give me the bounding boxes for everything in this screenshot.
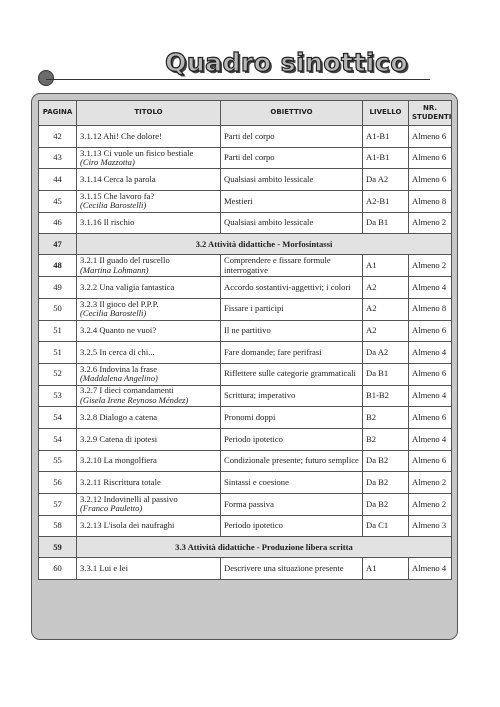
objective-cell: Periodo ipotetico: [221, 515, 363, 537]
page-number: 60: [39, 558, 77, 580]
level-cell: Da B2: [363, 494, 409, 516]
objective-cell: Sintassi e coesione: [221, 472, 363, 494]
table-row: [39, 342, 452, 364]
level-cell: Da B2: [363, 472, 409, 494]
table-row: [39, 363, 452, 385]
activity-author: (Gisela Irene Reynoso Méndez): [80, 394, 189, 405]
activity-title-cell: [77, 320, 221, 342]
table-row: [39, 212, 452, 234]
page-number: 46: [39, 212, 77, 234]
page-number: 51: [39, 320, 77, 342]
students-cell: Almeno 6: [409, 126, 452, 148]
objective-cell: Qualsiasi ambito lessicale: [221, 212, 363, 234]
header-livello: LIVELLO: [363, 101, 409, 126]
activity-title-cell: [77, 169, 221, 191]
activity-title: 3.2.5 In cerca di chi...: [80, 346, 155, 357]
objective-cell: Parti del corpo: [221, 126, 363, 148]
page-number: 47: [39, 234, 77, 255]
table-row: [39, 255, 452, 277]
activity-author: (Franco Pauletto): [80, 503, 143, 514]
level-cell: A2: [363, 298, 409, 320]
level-cell: Da B2: [363, 450, 409, 472]
activity-title: 3.1.15 Che lavoro fa?: [80, 190, 155, 201]
objective-cell: Forma passiva: [221, 494, 363, 516]
level-cell: Da B1: [363, 212, 409, 234]
activity-author: (Maddalena Angelino): [80, 373, 158, 384]
table-row: [39, 450, 452, 472]
activity-title: 3.2.6 Indovina la frase: [80, 363, 158, 374]
table-row: [39, 298, 452, 320]
header-studenti: [409, 101, 452, 126]
level-cell: Da A2: [363, 169, 409, 191]
objective-cell: Parti del corpo: [221, 147, 363, 169]
activity-title: 3.1.14 Cerca la parola: [80, 173, 156, 184]
activity-title: 3.2.1 Il guado del ruscello: [80, 255, 170, 266]
objective-cell: Qualsiasi ambito lessicale: [221, 169, 363, 191]
page-number: 50: [39, 298, 77, 320]
page-number: 54: [39, 428, 77, 450]
level-cell: B1-B2: [363, 385, 409, 407]
table-row: [39, 558, 452, 580]
level-cell: A1: [363, 558, 409, 580]
students-cell: Almeno 2: [409, 472, 452, 494]
activity-title-cell: [77, 126, 221, 148]
level-cell: A1-B1: [363, 126, 409, 148]
activity-title-cell: [77, 342, 221, 364]
objective-cell: Condizionale presente; futuro semplice: [221, 450, 363, 472]
activity-title: 3.1.16 Il rischio: [80, 217, 135, 228]
activity-title: 3.1.12 Ahi! Che dolore!: [80, 130, 162, 141]
students-cell: Almeno 4: [409, 277, 452, 299]
table-row: [39, 277, 452, 299]
table-row: [39, 147, 452, 169]
students-cell: Almeno 6: [409, 169, 452, 191]
section-row: [39, 537, 452, 558]
level-cell: A2: [363, 320, 409, 342]
header-obiettivo: OBIETTIVO: [221, 101, 363, 126]
level-cell: A1: [363, 255, 409, 277]
students-cell: Almeno 2: [409, 255, 452, 277]
header-studenti-line1: NR.: [422, 103, 438, 112]
objective-cell: Mestieri: [221, 191, 363, 213]
activity-title: 3.2.9 Catena di ipotesi: [80, 433, 158, 444]
table-row: [39, 126, 452, 148]
page-number: 51: [39, 342, 77, 364]
activity-author: (Ciro Mazzotta): [80, 157, 135, 168]
page-number: 45: [39, 191, 77, 213]
objective-cell: Descrivere una situazione presente: [221, 558, 363, 580]
activity-title-cell: [77, 407, 221, 429]
objective-cell: Fissare i participi: [221, 298, 363, 320]
page-number: 56: [39, 472, 77, 494]
objective-cell: Fare domande; fare perifrasi: [221, 342, 363, 364]
objective-cell: Scrittura; imperativo: [221, 385, 363, 407]
objective-cell: Pronomi doppi: [221, 407, 363, 429]
activity-title: 3.2.13 L'isola dei naufraghi: [80, 520, 175, 531]
activity-title-cell: [77, 298, 221, 320]
activity-title: 3.2.12 Indovinelli al passivo: [80, 493, 178, 504]
students-cell: Almeno 8: [409, 298, 452, 320]
page-number: 53: [39, 385, 77, 407]
activity-title: 3.2.4 Quanto ne vuoi?: [80, 325, 157, 336]
title-area: [0, 0, 500, 100]
students-cell: Almeno 4: [409, 342, 452, 364]
activity-title: 3.2.8 Dialogo a catena: [80, 411, 158, 422]
page-number: 58: [39, 515, 77, 537]
students-cell: Almeno 3: [409, 515, 452, 537]
activity-title-cell: [77, 363, 221, 385]
objective-cell: Riflettere sulle categorie grammaticali: [221, 363, 363, 385]
header-studenti-line2: STUDENTI: [412, 113, 452, 121]
page-number: 54: [39, 407, 77, 429]
table-row: [39, 385, 452, 407]
students-cell: Almeno 6: [409, 450, 452, 472]
page-number: 49: [39, 277, 77, 299]
section-title: 3.3 Attività didattiche - Produzione libera scritta: [77, 537, 452, 558]
students-cell: Almeno 4: [409, 385, 452, 407]
page-number: 59: [39, 537, 77, 558]
activity-title: 3.2.11 Riscrittura totale: [80, 476, 161, 487]
level-cell: Da A2: [363, 342, 409, 364]
students-cell: Almeno 2: [409, 494, 452, 516]
activity-title-cell: [77, 255, 221, 277]
activity-title-cell: [77, 191, 221, 213]
students-cell: Almeno 4: [409, 558, 452, 580]
level-cell: A1-B1: [363, 147, 409, 169]
page-number: 52: [39, 363, 77, 385]
level-cell: B2: [363, 407, 409, 429]
objective-cell: Il ne partitivo: [221, 320, 363, 342]
activity-author: (Cecilia Barostelli): [80, 200, 147, 211]
activity-title: 3.3.1 Lui e lei: [80, 562, 128, 573]
section-row: [39, 234, 452, 255]
activity-title-cell: [77, 147, 221, 169]
level-cell: Da B1: [363, 363, 409, 385]
activity-title: 3.1.13 Ci vuole un fisico bestiale: [80, 147, 194, 158]
level-cell: A2: [363, 277, 409, 299]
table-row: [39, 169, 452, 191]
page-number: 55: [39, 450, 77, 472]
level-cell: B2: [363, 428, 409, 450]
activity-title: 3.2.2 Una valigia fantastica: [80, 281, 175, 292]
page-number: 44: [39, 169, 77, 191]
table-row: [39, 515, 452, 537]
activity-title-cell: [77, 277, 221, 299]
activity-title: 3.2.10 La mongolfiera: [80, 455, 157, 466]
activity-author: (Cecilia Barostelli): [80, 308, 147, 319]
activity-title-cell: [77, 515, 221, 537]
page-number: 42: [39, 126, 77, 148]
header-titolo: TITOLO: [77, 101, 221, 126]
title-rule: [46, 79, 430, 80]
table-row: [39, 472, 452, 494]
students-cell: Almeno 8: [409, 191, 452, 213]
students-cell: Almeno 2: [409, 212, 452, 234]
title-bullet: [38, 70, 54, 86]
students-cell: Almeno 4: [409, 428, 452, 450]
activity-title-cell: [77, 212, 221, 234]
activity-title-cell: [77, 558, 221, 580]
students-cell: Almeno 6: [409, 407, 452, 429]
page-number: 43: [39, 147, 77, 169]
section-title: 3.2 Attività didattiche - Morfosintassi: [77, 234, 452, 255]
table-row: [39, 428, 452, 450]
table-row: [39, 407, 452, 429]
page-number: 48: [39, 255, 77, 277]
objective-cell: Periodo ipotetico: [221, 428, 363, 450]
page-title: Quadro sinottico: [165, 48, 408, 77]
header-pagina: PAGINA: [39, 101, 77, 126]
table-row: [39, 320, 452, 342]
activity-title-cell: [77, 494, 221, 516]
page-number: 57: [39, 494, 77, 516]
students-cell: Almeno 6: [409, 363, 452, 385]
activity-title: 3.2.7 I dieci comandamenti: [80, 385, 174, 396]
objective-cell: Accordo sostantivi-aggettivi; i colori: [221, 277, 363, 299]
activity-title-cell: [77, 428, 221, 450]
activity-title-cell: [77, 450, 221, 472]
level-cell: A2-B1: [363, 191, 409, 213]
students-cell: Almeno 6: [409, 320, 452, 342]
level-cell: Da C1: [363, 515, 409, 537]
activity-title: 3.2.3 Il gioco del P.P.P.: [80, 298, 159, 309]
activity-title-cell: [77, 472, 221, 494]
table-row: [39, 191, 452, 213]
activity-title-cell: [77, 385, 221, 407]
students-cell: Almeno 6: [409, 147, 452, 169]
header-row: [39, 101, 452, 126]
activity-author: (Martina Lohmann): [80, 264, 149, 275]
table-row: [39, 494, 452, 516]
synoptic-table: [38, 100, 452, 580]
objective-cell: Comprendere e fissare formule interrogative: [221, 255, 363, 277]
